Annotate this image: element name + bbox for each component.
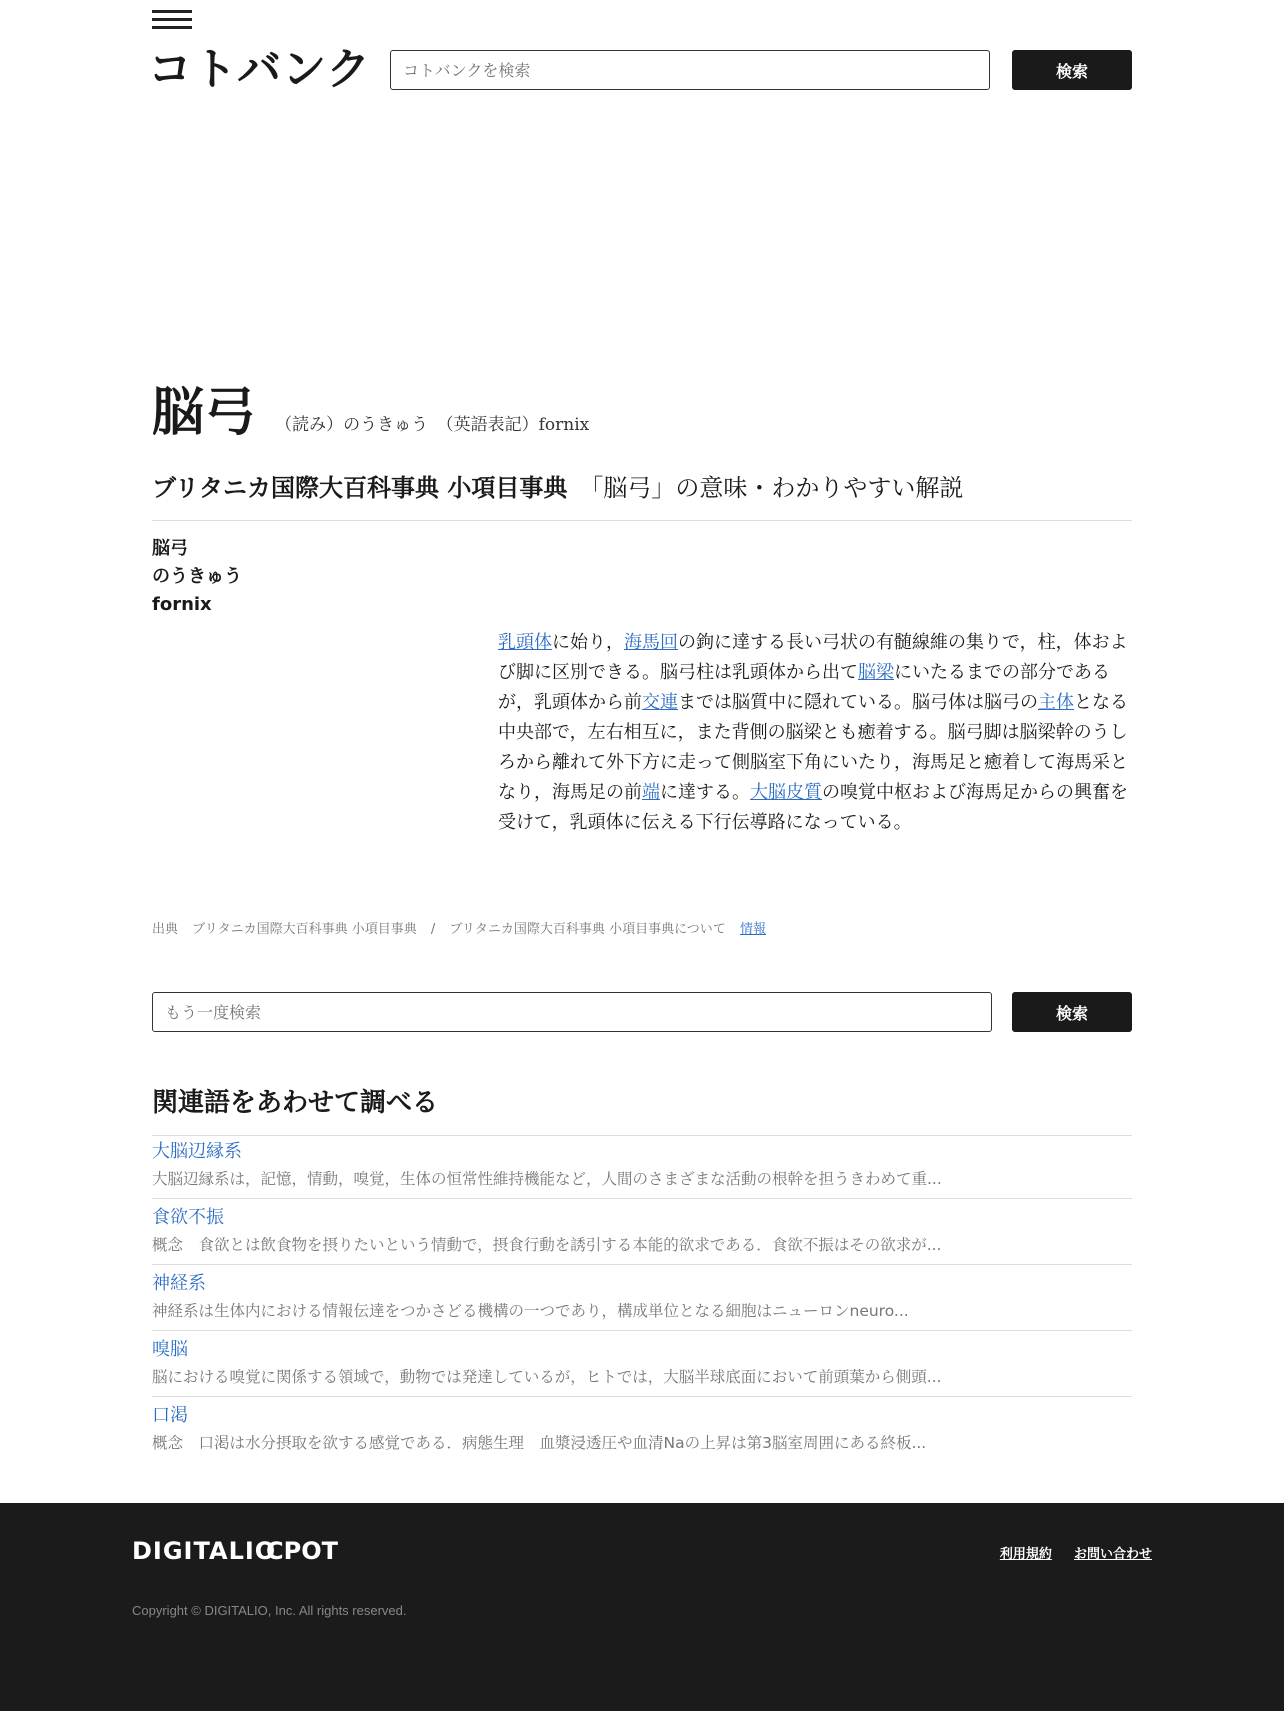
copyright: Copyright © DIGITALIO, Inc. All rights reserved.	[132, 1603, 407, 1618]
search-again-button[interactable]: 検索	[1012, 992, 1132, 1032]
related-desc: 脳における嗅覚に関係する領域で，動物では発達しているが，ヒトでは，大脳半球底面において前頭葉から側頭...	[152, 1368, 942, 1386]
related-desc: 神経系は生体内における情報伝達をつかさどる機構の一つであり，構成単位となる細胞はニューロンneuro...	[152, 1302, 909, 1320]
related-link[interactable]: 口渇	[152, 1405, 188, 1426]
list-item	[152, 1397, 1132, 1463]
head-reading: のうきゅう	[152, 566, 242, 587]
body-text-3: にいたるまでの部分であるが，乳頭体から前	[498, 662, 1110, 713]
related-link[interactable]: 嗅脳	[152, 1339, 188, 1360]
related-link[interactable]: 食欲不振	[152, 1207, 224, 1228]
source-label: 出典	[152, 922, 179, 937]
body-text-6: に達する。	[660, 782, 750, 803]
related-link[interactable]: 神経系	[152, 1273, 206, 1294]
list-item	[152, 1331, 1132, 1397]
body-text-1: に始り，	[552, 632, 624, 653]
source-separator: /	[430, 922, 436, 937]
link-cerebral-cortex[interactable]: 大脳皮質	[750, 782, 822, 803]
link-corpus-callosum[interactable]: 脳梁	[858, 662, 894, 683]
footer-links	[982, 1543, 1152, 1562]
page-title: 脳弓	[152, 383, 257, 443]
dictionary-name: ブリタニカ国際大百科事典 小項目事典	[152, 474, 568, 502]
dictionary-heading	[152, 470, 1132, 521]
hamburger-menu-icon[interactable]	[152, 10, 192, 30]
body-text-4: までは脳質中に隠れている。脳弓体は脳弓の	[678, 692, 1038, 713]
body-text-7: の嗅覚中枢および海馬足からの興奮を受けて，乳頭体に伝える下行伝導路になっている。	[498, 782, 1128, 833]
heading-suffix: 「脳弓」の意味・わかりやすい解説	[579, 474, 964, 502]
related-desc: 概念 口渇は水分摂取を欲する感覚である．病態生理 血漿浸透圧や血清Naの上昇は第3脳室周囲にある終板...	[152, 1434, 927, 1452]
entry-body	[498, 628, 1132, 838]
head-term: 脳弓	[152, 538, 188, 559]
search-again-input[interactable]	[152, 992, 992, 1032]
link-end[interactable]: 端	[642, 782, 660, 803]
site-logo[interactable]: コトバンク	[148, 44, 372, 95]
list-item	[152, 1133, 1132, 1199]
link-mammillary-body[interactable]: 乳頭体	[498, 632, 552, 653]
footer	[0, 1503, 1284, 1711]
body-text-2: の鉤に達する長い弓状の有髄線維の集りで，柱，体および脚に区別できる。脳弓柱は乳頭体から出て	[498, 632, 1128, 683]
related-title: 関連語をあわせて調べる	[152, 1085, 1132, 1136]
list-item	[152, 1199, 1132, 1265]
source-line	[152, 918, 766, 937]
related-list	[152, 1133, 1132, 1463]
source-about: ブリタニカ国際大百科事典 小項目事典について	[449, 922, 726, 937]
related-desc: 大脳辺縁系は，記憶，情動，嗅覚，生体の恒常性維持機能など，人間のさまざまな活動の根幹を担うきわめて重...	[152, 1170, 942, 1188]
entry-head	[152, 535, 242, 619]
body-text-5: となる中央部で，左右相互に，また背側の脳梁とも癒着する。脳弓脚は脳梁幹のうしろから離れて外下方に走って側脳室下角にいたり，海馬足と癒着して海馬采となり，海馬足の前	[498, 692, 1128, 803]
source-name: ブリタニカ国際大百科事典 小項目事典	[192, 922, 417, 937]
search-input[interactable]	[390, 50, 990, 90]
contact-link[interactable]: お問い合わせ	[1073, 1547, 1152, 1562]
link-main-body[interactable]: 主体	[1038, 692, 1074, 713]
link-hippocampal-gyrus[interactable]: 海馬回	[624, 632, 678, 653]
search-button[interactable]: 検索	[1012, 50, 1132, 90]
related-link[interactable]: 大脳辺縁系	[152, 1141, 242, 1162]
related-desc: 概念 食欲とは飲食物を摂りたいという情動で，摂食行動を誘引する本能的欲求である．食欲不振はその欲求が...	[152, 1236, 942, 1254]
digitalio-logo[interactable]: DIGITALIO	[132, 1537, 277, 1565]
entry-title	[152, 370, 1132, 443]
reading-line: （読み）のうきゅう （英語表記）fornix	[275, 415, 590, 435]
list-item	[152, 1265, 1132, 1331]
terms-link[interactable]: 利用規約	[999, 1547, 1052, 1562]
cpot-logo[interactable]: CPOT	[266, 1537, 338, 1565]
head-english: fornix	[152, 594, 212, 615]
link-commissure[interactable]: 交連	[642, 692, 678, 713]
source-info-link[interactable]: 情報	[739, 922, 766, 937]
